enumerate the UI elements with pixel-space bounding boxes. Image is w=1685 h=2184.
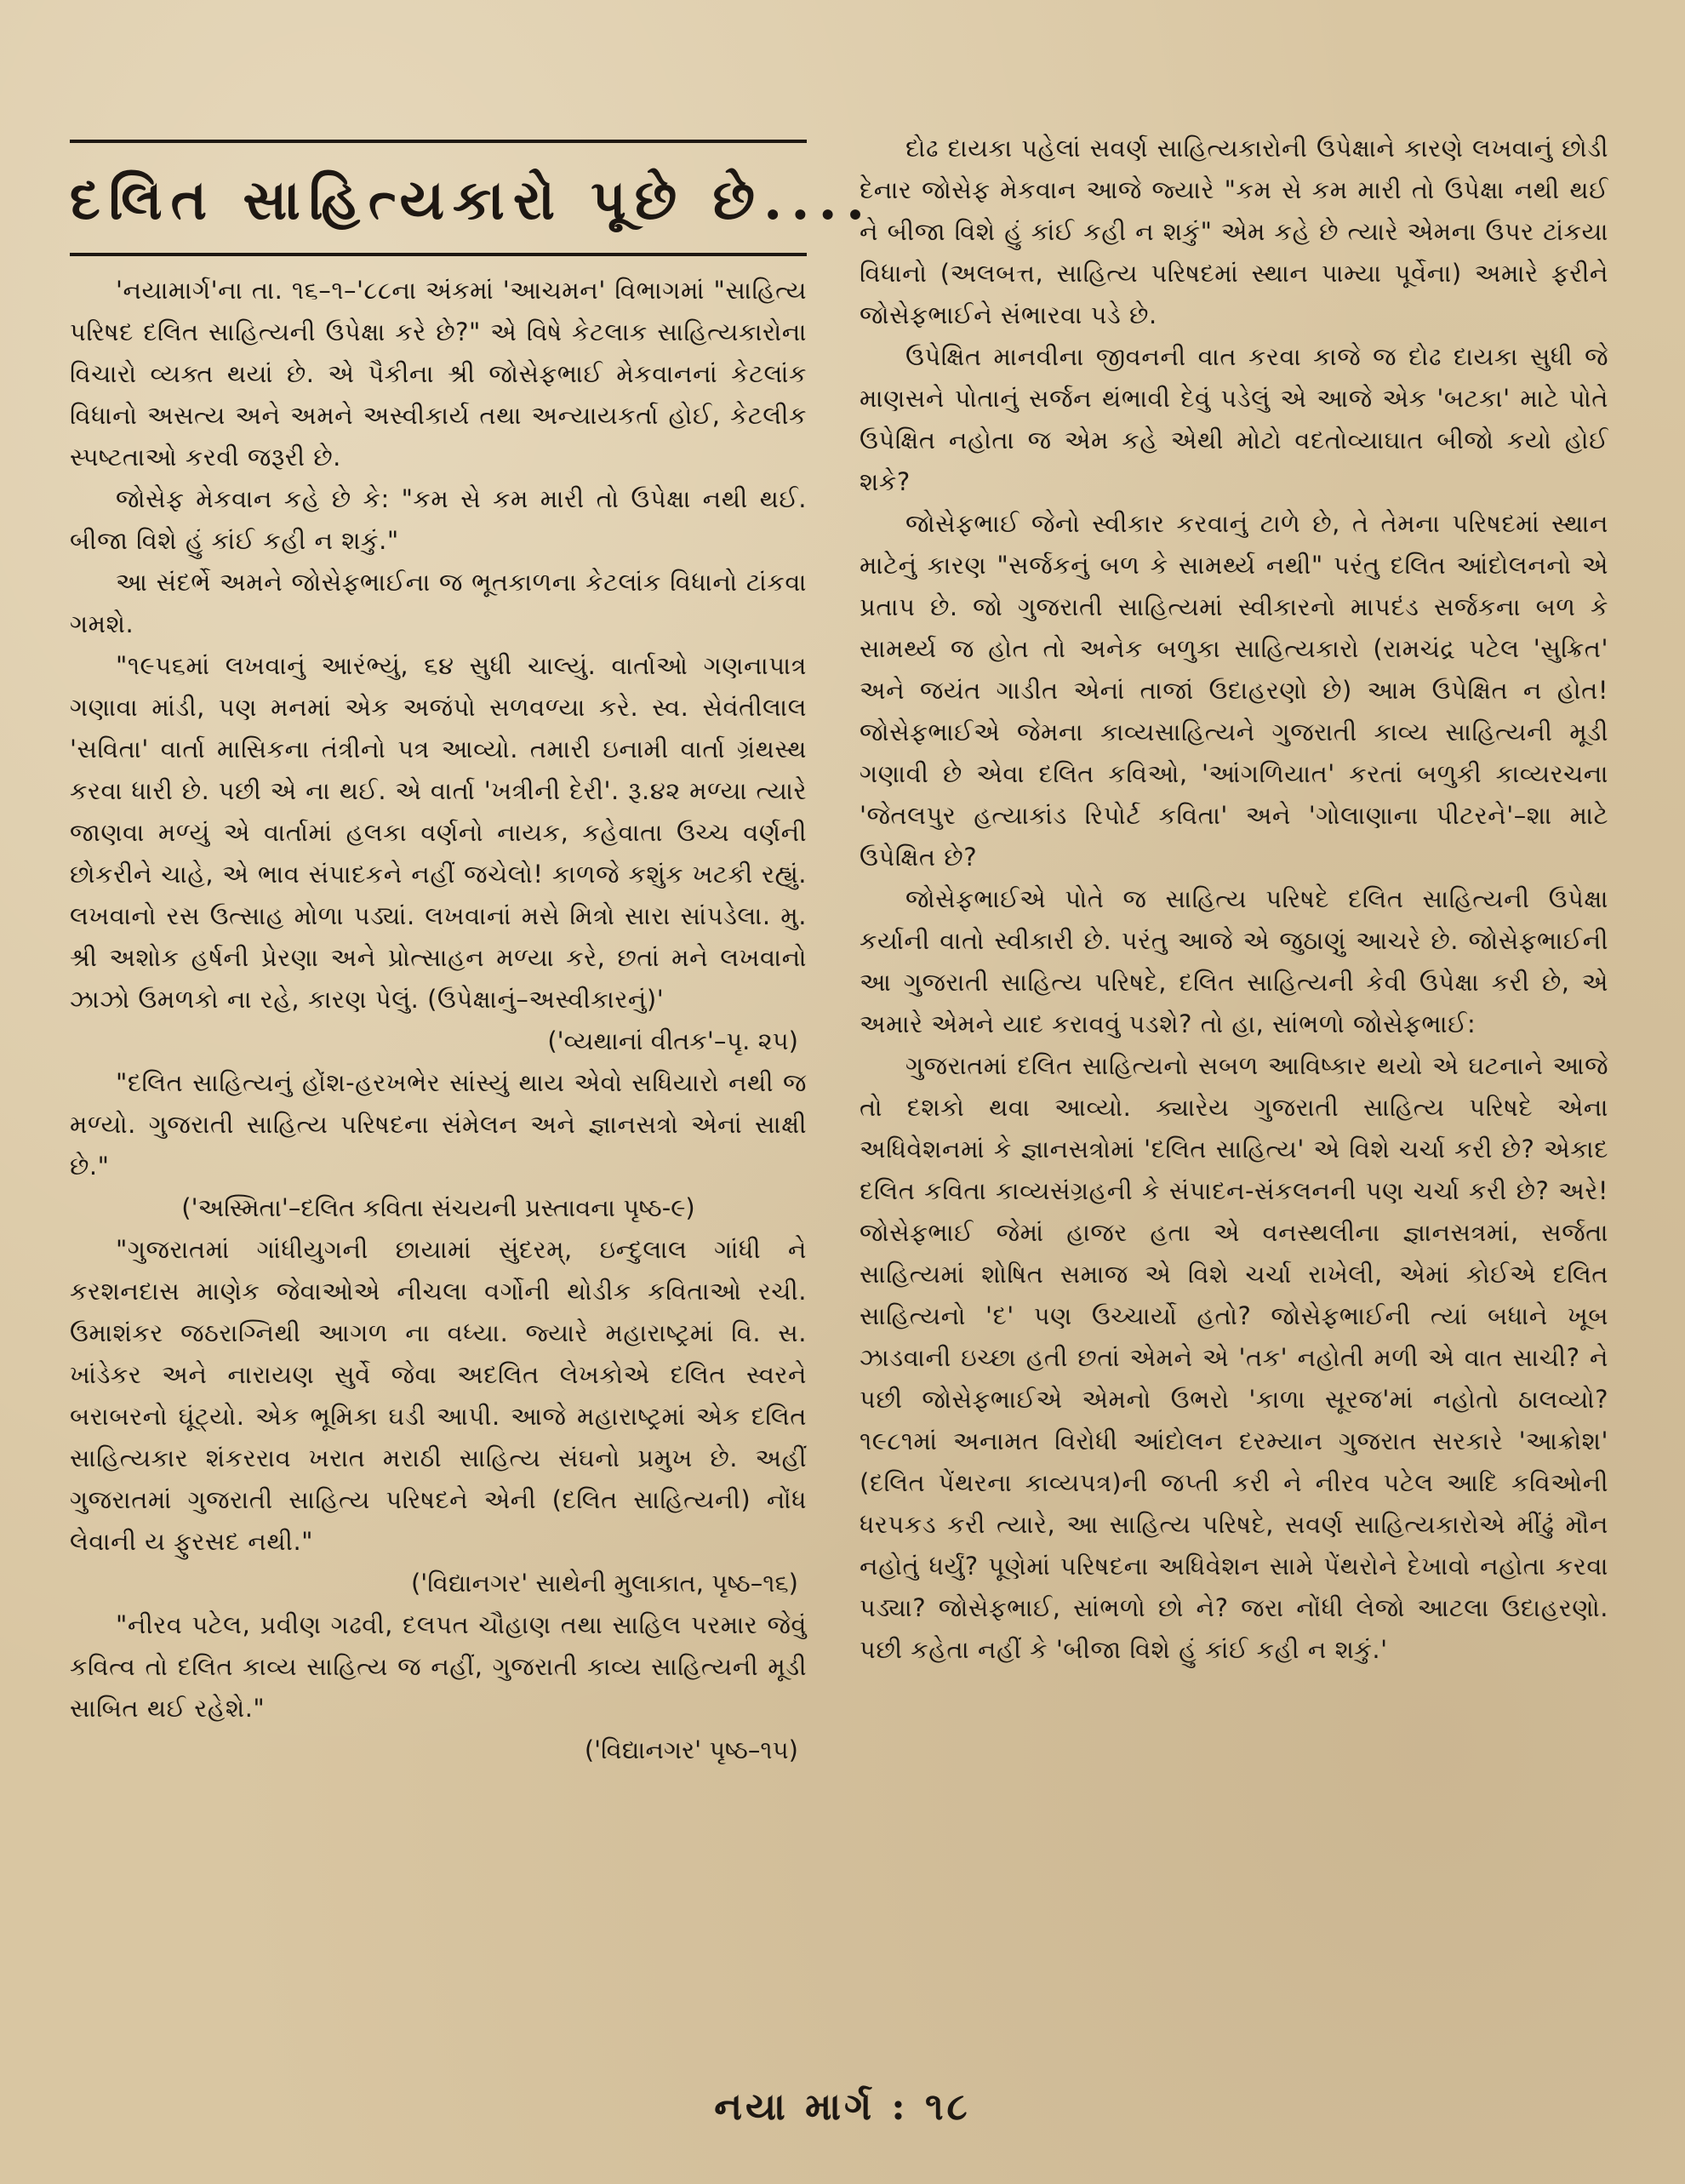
- right-column: [860, 128, 1608, 1671]
- paragraph: દોઢ દાયકા પહેલાં સવર્ણ સાહિત્યકારોની ઉપેક્ષાને કારણે લખવાનું છોડી દેનાર જોસેફ મેકવાન આજે જ્યારે "કમ સે કમ મારી તો ઉપેક્ષા નથી થઈ ને બીજા વિશે હું કાંઈ કહી ન શકું" એમ કહે છે ત્યારે એમના ઉપર ટાંકયા વિધાનો (અલબત્ત, સાહિત્ય પરિષદમાં સ્થાન પામ્યા પૂર્વેના) અમારે ફરીને જોસેફભાઈને સંભારવા પડે છે.: [860, 134, 1608, 329]
- paragraph: જોસેફભાઈ જેનો સ્વીકાર કરવાનું ટાળે છે, તે તેમના પરિષદમાં સ્થાન માટેનું કારણ "સર્જકનું બળ કે સામર્થ્ય નથી" પરંતુ દલિત આંદોલનનો એ પ્રતાપ છે. જો ગુજરાતી સાહિત્યમાં સ્વીકારનો માપદંડ સર્જકના બળ કે સામર્થ્ય જ હોત તો અનેક બળુકા સાહિત્યકારો (રામચંદ્ર પટેલ 'સુક્રિત' અને જયંત ગાડીત એનાં તાજાં ઉદાહરણો છે) આમ ઉપેક્ષિત ન હોત! જોસેફભાઈએ જેમના કાવ્યસાહિત્યને ગુજરાતી કાવ્ય સાહિત્યની મૂડી ગણાવી છે એવા દલિત કવિઓ, 'આંગળિયાત' કરતાં બળુકી કાવ્યરચના 'જેતલપુર હત્યાકાંડ રિપોર્ટ કવિતા' અને 'ગોલાણાના પીટરને'–શા માટે ઉપેક્ષિત છે?: [860, 509, 1608, 872]
- article-title: દલિત સાહિત્યકારો પૂછે છે....: [70, 169, 874, 232]
- paragraph: ગુજરાતમાં દલિત સાહિત્યનો સબળ આવિષ્કાર થયો એ ઘટનાને આજે તો દશકો થવા આવ્યો. ક્યારેય ગુજરાતી સાહિત્ય પરિષદે એના અધિવેશનમાં કે જ્ઞાનસત્રોમાં 'દલિત સાહિત્ય' એ વિશે ચર્ચા કરી છે? એકાદ દલિત કવિતા કાવ્યસંગ્રહની કે સંપાદન-સંકલનની પણ ચર્ચા કરી છે? અરે! જોસેફભાઈ જેમાં હાજર હતા એ વનસ્થલીના જ્ઞાનસત્રમાં, સર્જતા સાહિત્યમાં શોષિત સમાજ એ વિશે ચર્ચા રાખેલી, એમાં કોઈએ દલિત સાહિત્યનો 'દ' પણ ઉચ્ચાર્યો હતો? જોસેફભાઈની ત્યાં બધાને ખૂબ ઝાડવાની ઇચ્છા હતી છતાં એમને એ 'તક' નહોતી મળી એ વાત સાચી? ને પછી જોસેફભાઈએ એમનો ઉભરો 'કાળા સૂરજ'માં નહોતો ઠાલવ્યો? ૧૯૮૧માં અનામત વિરોધી આંદોલન દરમ્યાન ગુજરાત સરકારે 'આક્રોશ' (દલિત પેંથરના કાવ્યપત્ર)ની જપ્તી કરી ને નીરવ પટેલ આદિ કવિઓની ધરપકડ કરી ત્યારે, આ સાહિત્ય પરિષદે, સવર્ણ સાહિત્યકારોએ મીંઢું મૌન નહોતું ધર્યું? પૂણેમાં પરિષદના અધિવેશન સામે પેંથરોને દેખાવો નહોતા કરવા પડ્યા? જોસેફભાઈ, સાંભળો છો ને? જરા નોંધી લેજો આટલા ઉદાહરણો. પછી કહેતા નહીં કે 'બીજા વિશે હું કાંઈ કહી ન શકું.': [860, 1051, 1608, 1664]
- page-footer: નયા માર્ગ : ૧૮: [714, 2085, 971, 2129]
- quote-paragraph: "ગુજરાતમાં ગાંધીયુગની છાયામાં સુંદરમ્, ઇન્દુલાલ ગાંધી ને કરશનદાસ માણેક જેવાઓએ નીચલા વર્ગોની થોડીક કવિતાઓ રચી. ઉમાશંકર જઠરાગ્નિથી આગળ ના વધ્યા. જ્યારે મહારાષ્ટ્રમાં વિ. સ. ખાંડેકર અને નારાયણ સુર્વે જેવા અદલિત લેખકોએ દલિત સ્વરને બરાબરનો ઘૂંટ્યો. એક ભૂમિકા ઘડી આપી. આજે મહારાષ્ટ્રમાં એક દલિત સાહિત્યકાર શંકરરાવ ખરાત મરાઠી સાહિત્ય સંઘનો પ્રમુખ છે. અહીં ગુજરાતમાં ગુજરાતી સાહિત્ય પરિષદને એની (દલિત સાહિત્યની) નોંધ લેવાની ય ફુરસદ નથી.": [70, 1235, 807, 1556]
- citation: ('અસ્મિતા'–દલિત કવિતા સંચયની પ્રસ્તાવના પૃષ્ઠ-૯): [181, 1193, 695, 1222]
- paragraph: ઉપેક્ષિત માનવીના જીવનની વાત કરવા કાજે જ દોઢ દાયકા સુધી જે માણસને પોતાનું સર્જન થંભાવી દેવું પડેલું એ આજે એક 'બટકા' માટે પોતે ઉપેક્ષિત નહોતા જ એમ કહે એથી મોટો વદતોવ્યાઘાત બીજો કયો હોઈ શકે?: [860, 342, 1608, 496]
- quote-paragraph: "નીરવ પટેલ, પ્રવીણ ગઢવી, દલપત ચૌહાણ તથા સાહિલ પરમાર જેવું કવિત્વ તો દલિત કાવ્ય સાહિત્ય જ નહીં, ગુજરાતી કાવ્ય સાહિત્યની મૂડી સાબિત થઈ રહેશે.": [70, 1610, 807, 1723]
- citation: ('વિદ્યાનગર' સાથેની મુલાકાત, પૃષ્ઠ–૧૬): [410, 1569, 798, 1598]
- citation: ('વિદ્યાનગર' પૃષ્ઠ–૧૫): [584, 1735, 798, 1764]
- paragraph: જોસેફભાઈએ પોતે જ સાહિત્ય પરિષદે દલિત સાહિત્યની ઉપેક્ષા કર્યાની વાતો સ્વીકારી છે. પરંતુ આજે એ જુઠાણું આચરે છે. જોસેફભાઈની આ ગુજરાતી સાહિત્ય પરિષદે, દલિત સાહિત્યની કેવી ઉપેક્ષા કરી છે, એ અમારે એમને યાદ કરાવવું પડશે? તો હા, સાંભળો જોસેફભાઈ:: [860, 884, 1608, 1038]
- citation: ('વ્યથાનાં વીતક'–પૃ. ૨૫): [547, 1026, 798, 1055]
- quote-paragraph: "દલિત સાહિત્યનું હોંશ-હરખભેર સાંસ્યું થાય એવો સધિયારો નથી જ મળ્યો. ગુજરાતી સાહિત્ય પરિષદના સંમેલન અને જ્ઞાનસત્રો એનાં સાક્ષી છે.": [70, 1068, 807, 1181]
- title-bottom-rule: [70, 253, 807, 256]
- quote-paragraph: "૧૯૫૬માં લખવાનું આરંભ્યું, ૬૪ સુધી ચાલ્યું. વાર્તાઓ ગણનાપાત્ર ગણાવા માંડી, પણ મનમાં એક અજંપો સળવળ્યા કરે. સ્વ. સેવંતીલાલ 'સવિતા' વાર્તા માસિકના તંત્રીનો પત્ર આવ્યો. તમારી ઇનામી વાર્તા ગ્રંથસ્થ કરવા ધારી છે. પછી એ ના થઈ. એ વાર્તા 'ખત્રીની દેરી'. રૂ.૪૨ મળ્યા ત્યારે જાણવા મળ્યું એ વાર્તામાં હલકા વર્ણનો નાયક, કહેવાતા ઉચ્ચ વર્ણની છોકરીને ચાહે, એ ભાવ સંપાદકને નહીં જચેલો! કાળજે કશુંક ખટકી રહ્યું. લખવાનો રસ ઉત્સાહ મોળા પડ્યાં. લખવાનાં મસે મિત્રો સારા સાંપડેલા. મુ. શ્રી અશોક હર્ષની પ્રેરણા અને પ્રોત્સાહન મળ્યા કરે, છતાં મને લખવાનો ઝાઝો ઉમળકો ના રહે, કારણ પેલું. (ઉપેક્ષાનું–અસ્વીકારનું)': [70, 651, 807, 1014]
- paragraph: 'નયામાર્ગ'ના તા. ૧૬–૧–'૮૮ના અંકમાં 'આચમન' વિભાગમાં "સાહિત્ય પરિષદ દલિત સાહિત્યની ઉપેક્ષા કરે છે?" એ વિષે કેટલાક સાહિત્યકારોના વિચારો વ્યક્ત થયાં છે. એ પૈકીના શ્રી જોસેફભાઈ મેકવાનનાં કેટલાંક વિધાનો અસત્ય અને અમને અસ્વીકાર્ય તથા અન્યાયકર્તા હોઈ, કેટલીક સ્પષ્ટતાઓ કરવી જરૂરી છે.: [70, 276, 807, 472]
- paragraph: આ સંદર્ભે અમને જોસેફભાઈના જ ભૂતકાળના કેટલાંક વિધાનો ટાંકવા ગમશે.: [70, 568, 807, 638]
- left-column: [70, 119, 874, 1771]
- paragraph: જોસેફ મેકવાન કહે છે કે: "કમ સે કમ મારી તો ઉપેક્ષા નથી થઈ. બીજા વિશે હું કાંઈ કહી ન શકું.": [70, 484, 807, 555]
